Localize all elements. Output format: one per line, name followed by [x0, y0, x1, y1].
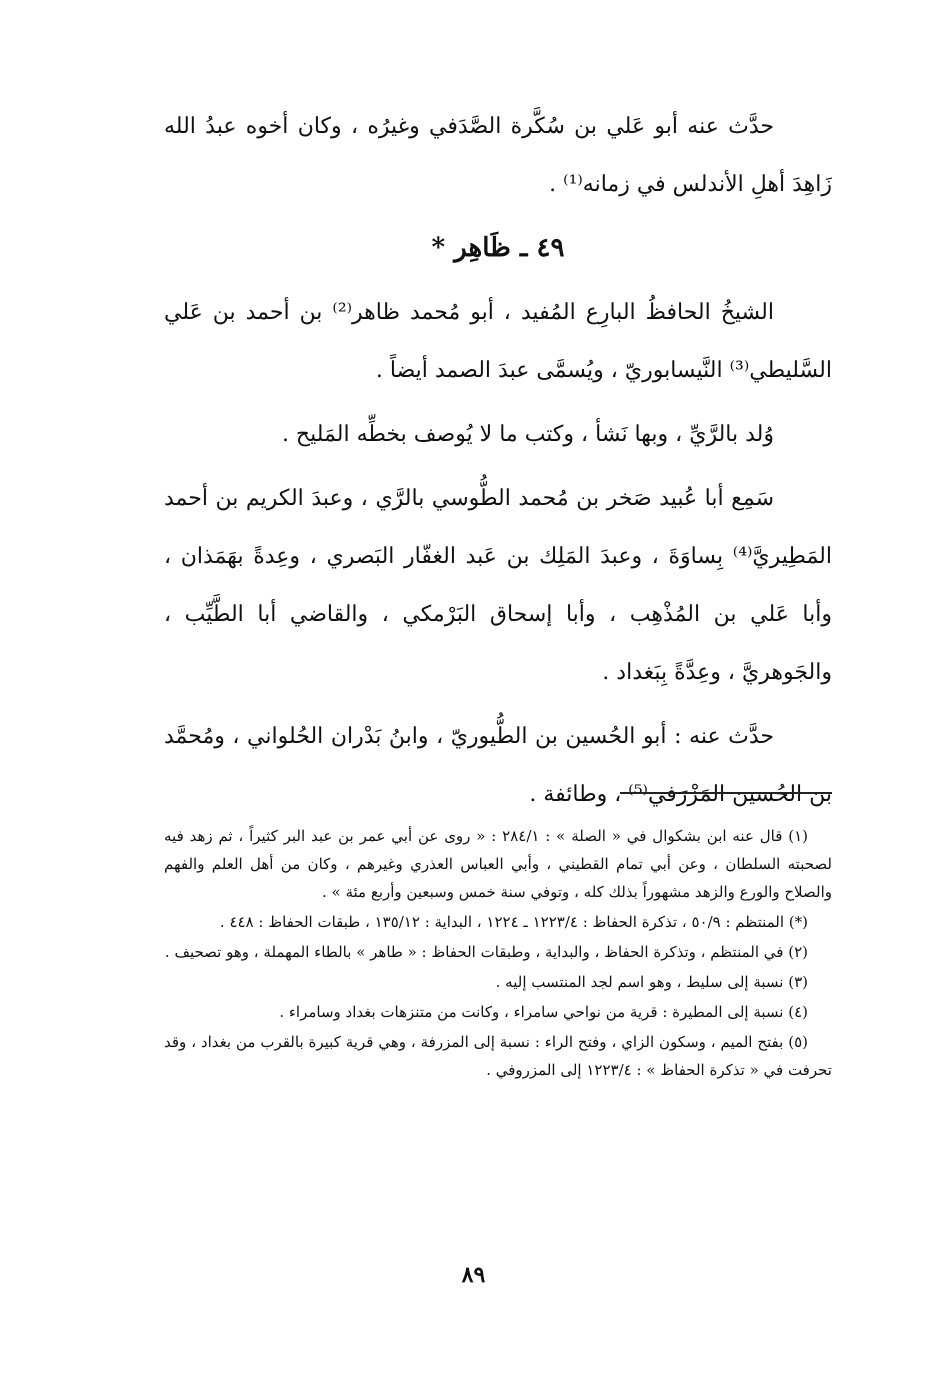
- main-text: [164, 98, 832, 824]
- footnote-divider: [620, 792, 832, 794]
- intro-paragraph: حدَّث عنه أبو عَلي بن سُكَّرة الصَّدَفي وغيرُه ، وكان أخوه عبدُ الله زَاهِدَ أهلِ الأندلس في زمانه⁽¹⁾ .: [164, 114, 832, 197]
- footnote-5: (٥) بفتح الميم ، وسكون الزاي ، وفتح الراء : نسبة إلى المزرفة ، وهي قرية كبيرة بالقرب من بغداد ، وقد تحرفت في « تذكرة الحفاظ » : ١٢٢٣/٤ إلى المزروفي .: [164, 1033, 832, 1079]
- footnote-4: (٤) نسبة إلى المطيرة : قرية من نواحي سامراء ، وكانت من متنزهات بغداد وسامراء .: [279, 1003, 808, 1021]
- footnote-star: (*) المنتظم : ٥٠/٩ ، تذكرة الحفاظ : ١٢٢٣/٤ ـ ١٢٢٤ ، البداية : ١٣٥/١٢ ، طبقات الحفاظ : ٤٤٨ .: [219, 913, 808, 931]
- paragraph-birth: وُلد بالرَّيِّ ، وبها نَشأ ، وكتب ما لا يُوصف بخطِّه المَليح .: [281, 422, 774, 447]
- footnote-2: (٢) في المنتظم ، وتذكرة الحفاظ ، والبداية ، وطبقات الحفاظ : « طاهر » بالطاء المهملة ، وهو تصحيف .: [164, 943, 808, 961]
- footnote-1: (١) قال عنه ابن بشكوال في « الصلة » : ٢٨٤/١ : « روى عن أبي عمر بن عبد البر كثيراً ، ثم زهد فيه لصحبته السلطان ، وعن أبي تمام القطيني ، وأبي العباس العذري وغيرهم ، وكان من أهل العلم والفهم والصلاح والورع والزهد مشهوراً بذلك كله ، وتوفي سنة خمس وسبعين وأربع مئة » .: [164, 827, 832, 901]
- paragraph-biography: الشيخُ الحافظُ البارِع المُفيد ، أبو مُحمد ظاهر⁽²⁾ بن أحمد بن عَلي السَّليطي⁽³⁾ النَّيسابوريّ ، ويُسمَّى عبدَ الصمد أيضاً .: [164, 300, 832, 383]
- footnote-3: (٣) نسبة إلى سليط ، وهو اسم لجد المنتسب إليه .: [495, 973, 808, 991]
- entry-heading: ٤٩ ـ ظَاهِر *: [431, 233, 565, 263]
- paragraph-students: حدَّث عنه : أبو الحُسين بن الطُّيوريّ ، وابنُ بَدْران الحُلواني ، ومُحمَّد بن الحُسين المَزْرَفي⁽⁵⁾ ، وطائفة .: [164, 724, 832, 807]
- footnotes: [164, 822, 832, 1086]
- paragraph-teachers: سَمِع أبا عُبيد صَخر بن مُحمد الطُّوسي بالرَّي ، وعبدَ الكريم بن أحمد المَطِيريَّ⁽⁴⁾ بِساوَةَ ، وعبدَ المَلِك بن عَبد الغفّار البَصري ، وعِدةً بهَمَذان ، وأبا عَلي بن المُذْهِب ، وأبا إسحاق البَرْمكي ، والقاضي أبا الطَّيِّب ، والجَوهريَّ ، وعِدَّةً بِبَغداد .: [164, 486, 832, 685]
- page-number: ٨٩: [461, 1262, 486, 1288]
